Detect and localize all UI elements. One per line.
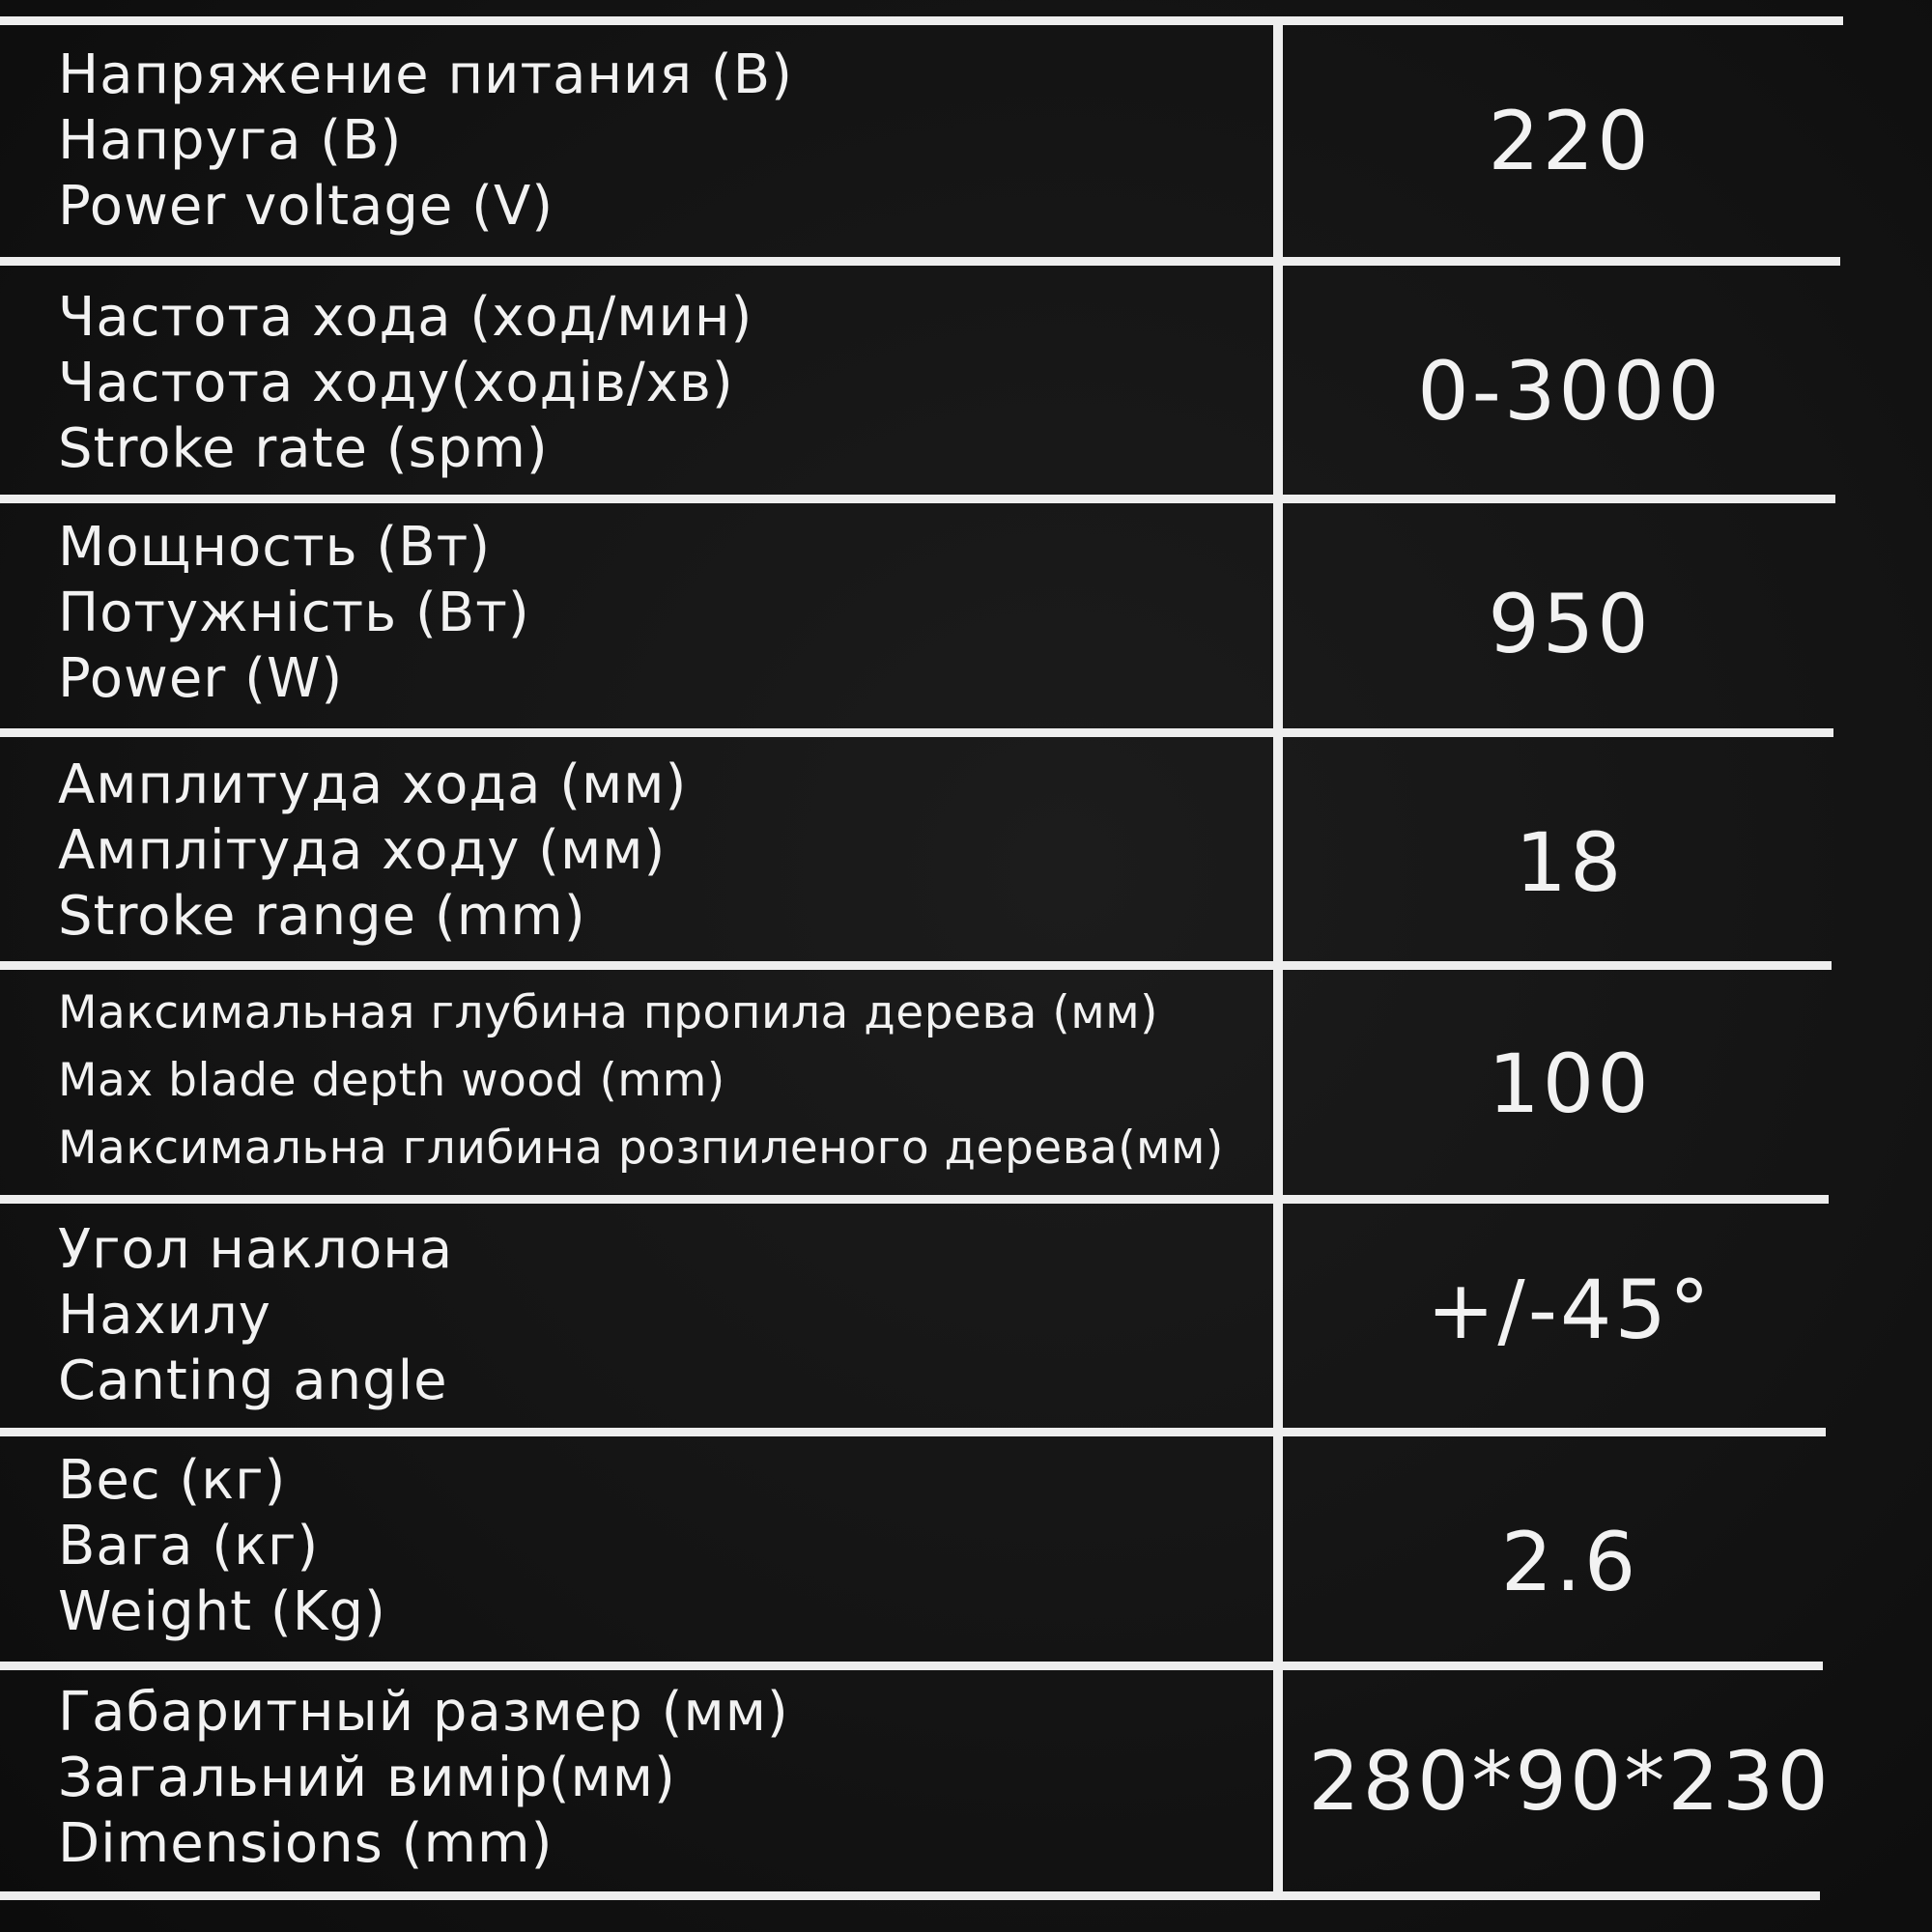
spec-label bbox=[58, 1211, 1246, 1420]
spec-label bbox=[58, 1674, 1246, 1883]
label-line-ru: Амплитуда хода (мм) bbox=[58, 753, 688, 816]
label-line-en: Dimensions (mm) bbox=[58, 1812, 554, 1875]
table-rule bbox=[0, 1428, 1826, 1436]
spec-row-voltage bbox=[0, 25, 1835, 257]
label-line-en: Stroke rate (spm) bbox=[58, 417, 549, 480]
label-line-ua: Потужність (Вт) bbox=[58, 582, 530, 644]
label-line-ua: Максимальна глибина розпиленого дерева(мм) bbox=[58, 1122, 1224, 1175]
label-line-ua: Вага (кг) bbox=[58, 1515, 320, 1577]
spec-value: 220 bbox=[1488, 94, 1652, 188]
spec-label bbox=[58, 279, 1246, 488]
spec-label bbox=[58, 37, 1246, 245]
label-line-ru: Частота хода (ход/мин) bbox=[58, 286, 753, 349]
spec-value: 100 bbox=[1488, 1036, 1652, 1131]
spec-row-blade-depth bbox=[0, 970, 1835, 1195]
label-line-ru: Максимальная глубина пропила дерева (мм) bbox=[58, 986, 1158, 1039]
label-line-ua: Амплітуда ходу (мм) bbox=[58, 819, 667, 882]
spec-label bbox=[58, 1442, 1246, 1651]
spec-label bbox=[58, 747, 1246, 955]
label-line-en: Max blade depth wood (mm) bbox=[58, 1054, 725, 1107]
spec-row-stroke-range bbox=[0, 737, 1835, 961]
label-line-ua: Загальний вимір(мм) bbox=[58, 1747, 676, 1809]
spec-row-canting-angle bbox=[0, 1204, 1835, 1428]
spec-value: 0-3000 bbox=[1417, 344, 1722, 439]
label-line-ua: Напруга (В) bbox=[58, 109, 403, 172]
spec-row-dimensions bbox=[0, 1670, 1835, 1891]
spec-value: 2.6 bbox=[1500, 1515, 1639, 1609]
label-line-en: Weight (Kg) bbox=[58, 1580, 386, 1643]
label-line-ua: Нахилу bbox=[58, 1284, 271, 1347]
label-line-en: Stroke range (mm) bbox=[58, 885, 586, 948]
label-line-ru: Напряжение питания (В) bbox=[58, 43, 793, 106]
label-line-ua: Частота ходу(ходів/хв) bbox=[58, 352, 734, 414]
label-line-ru: Мощность (Вт) bbox=[58, 516, 492, 579]
label-line-en: Canting angle bbox=[58, 1350, 448, 1412]
spec-label bbox=[58, 974, 1246, 1188]
spec-label bbox=[58, 509, 1246, 718]
spec-value: +/-45° bbox=[1427, 1263, 1713, 1357]
label-line-ru: Габаритный размер (мм) bbox=[58, 1681, 789, 1744]
spec-value: 280*90*230 bbox=[1308, 1734, 1832, 1829]
spec-value: 950 bbox=[1488, 577, 1652, 671]
spec-row-weight bbox=[0, 1436, 1835, 1662]
label-line-en: Power (W) bbox=[58, 647, 344, 710]
label-line-ru: Вес (кг) bbox=[58, 1449, 287, 1512]
spec-value: 18 bbox=[1515, 815, 1625, 910]
table-rule bbox=[0, 257, 1840, 266]
spec-row-stroke-rate bbox=[0, 266, 1835, 495]
table-rule bbox=[0, 1891, 1820, 1900]
spec-row-power bbox=[0, 503, 1835, 728]
label-line-en: Power voltage (V) bbox=[58, 175, 554, 238]
table-rule bbox=[0, 16, 1843, 25]
label-line-ru: Угол наклона bbox=[58, 1218, 454, 1281]
